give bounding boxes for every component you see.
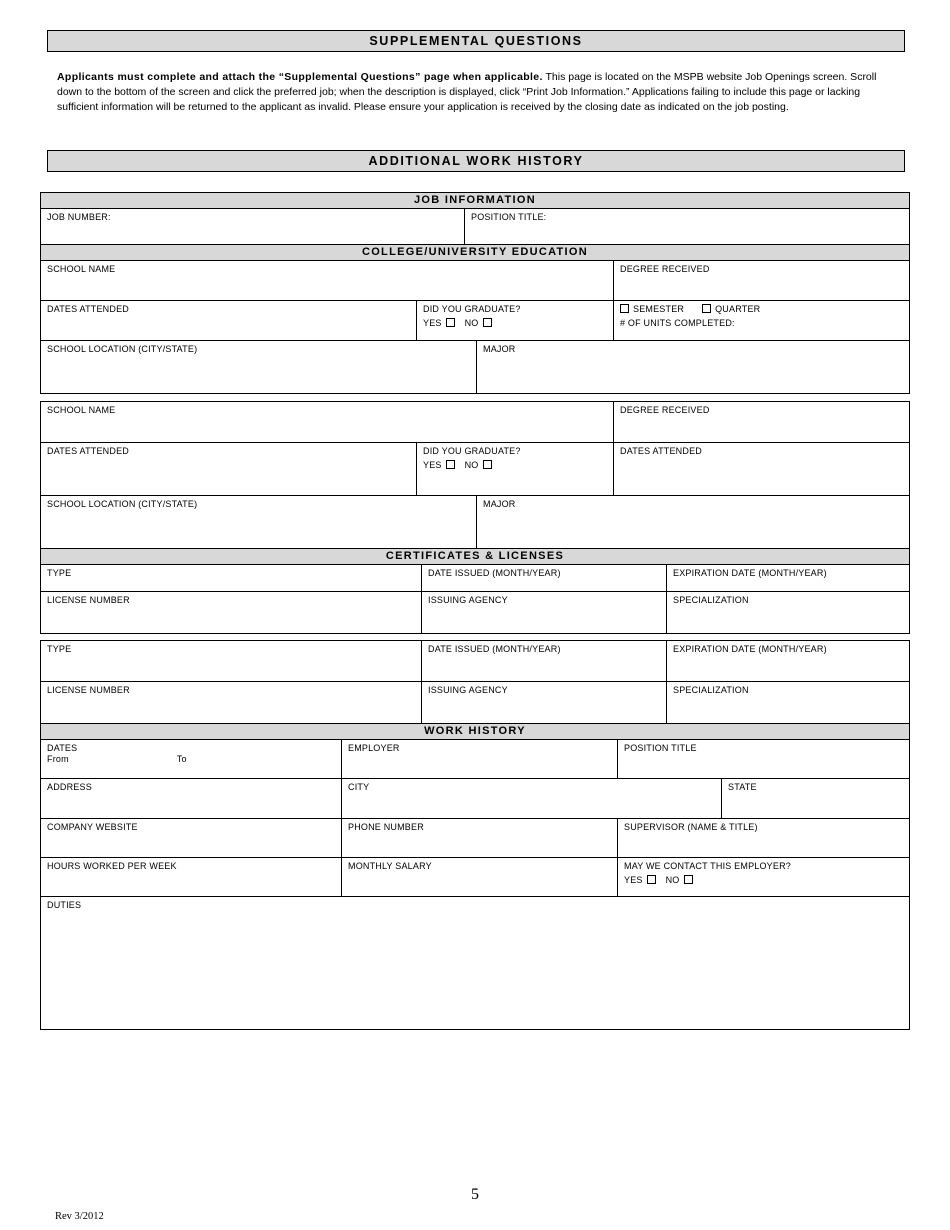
revision-note: Rev 3/2012 [55,1211,104,1222]
intro-paragraph [57,70,902,116]
cert-license-number-label: LICENSE NUMBER [47,594,130,605]
job-info-education-table [40,192,910,394]
dates-attended-field-2[interactable] [41,443,416,495]
contact-employer-options [624,875,903,887]
cert-type-label: TYPE [47,643,72,654]
duties-field[interactable] [41,897,909,1029]
did-you-graduate-label: DID YOU GRADUATE? [423,303,521,314]
dates-attended-label: DATES ATTENDED [47,303,129,314]
contact-yes-checkbox[interactable] [647,875,656,884]
degree-received-label: DEGREE RECEIVED [620,404,710,415]
cert-type-label: TYPE [47,567,72,578]
certificate1-license-row [41,591,909,633]
page-content [40,0,910,1030]
dates-attended-label: DATES ATTENDED [47,445,129,456]
job-information-header: JOB INFORMATION [41,193,909,208]
city-field[interactable] [341,779,721,818]
cert-specialization-field-2[interactable] [666,682,909,723]
graduate-options-2 [423,460,607,472]
did-you-graduate-field-2 [416,443,613,495]
work-address-row [41,778,909,818]
units-completed-label: # OF UNITS COMPLETED: [620,318,735,329]
term-options-1 [620,304,903,316]
major-label: MAJOR [483,343,516,354]
from-to-line [47,754,335,766]
additional-work-history-title: ADDITIONAL WORK HISTORY [47,150,905,172]
work-dates-label: DATES [47,742,78,753]
yes-label: YES [423,460,442,471]
work-dates-row [41,739,909,778]
work-position-title-field[interactable] [617,740,909,778]
job-number-label: JOB NUMBER: [47,211,111,222]
graduate-no-checkbox-1[interactable] [483,318,492,327]
duties-label: DUTIES [47,899,82,910]
graduate-options-1 [423,318,607,330]
to-label: To [176,754,187,765]
certificates2-work-history-table [40,640,910,1030]
cert-date-issued-field-1[interactable] [421,565,666,591]
no-label: NO [464,460,479,471]
position-title-label: POSITION TITLE: [471,211,547,222]
address-field[interactable] [41,779,341,818]
state-label: STATE [728,781,757,792]
page-title: SUPPLEMENTAL QUESTIONS [47,30,905,52]
no-label: NO [665,875,680,886]
dates-attended-field-2b[interactable] [613,443,909,495]
work-history-header: WORK HISTORY [41,723,909,739]
cert-expiration-field-2[interactable] [666,641,909,681]
contact-employer-label: MAY WE CONTACT THIS EMPLOYER? [624,860,791,871]
cert-specialization-label: SPECIALIZATION [673,684,749,695]
school-location-label: SCHOOL LOCATION (CITY/STATE) [47,343,198,354]
hours-worked-field[interactable] [41,858,341,896]
did-you-graduate-label: DID YOU GRADUATE? [423,445,521,456]
work-website-row [41,818,909,857]
school-name-label: SCHOOL NAME [47,404,116,415]
school-location-label: SCHOOL LOCATION (CITY/STATE) [47,498,198,509]
cert-issuing-agency-field-1[interactable] [421,592,666,633]
phone-number-field[interactable] [341,819,617,857]
employer-label: EMPLOYER [348,742,400,753]
education2-certificates-table [40,401,910,634]
hours-worked-label: HOURS WORKED PER WEEK [47,860,177,871]
education1-location-row [41,340,909,393]
cert-specialization-field-1[interactable] [666,592,909,633]
certificate1-type-row [41,564,909,591]
cert-issuing-agency-label: ISSUING AGENCY [428,594,508,605]
did-you-graduate-field-1 [416,301,613,340]
certificate2-license-row [41,681,909,723]
yes-label: YES [624,875,643,886]
degree-received-label: DEGREE RECEIVED [620,263,710,274]
cert-date-issued-field-2[interactable] [421,641,666,681]
semester-checkbox[interactable] [620,304,629,313]
cert-expiration-label: EXPIRATION DATE (MONTH/YEAR) [673,643,827,654]
major-field-2[interactable] [476,496,909,548]
degree-received-field-1[interactable] [613,261,909,300]
state-field[interactable] [721,779,909,818]
education-header: COLLEGE/UNIVERSITY EDUCATION [41,244,909,260]
job-info-row [41,208,909,244]
phone-number-label: PHONE NUMBER [348,821,424,832]
intro-bold-text: Applicants must complete and attach the “Supplemental Questions” page when applicable. [57,71,543,83]
intro-body-text: This page is located on the MSPB website Job Openings screen. Scroll down to the bottom of the screen and click the preferred job; when the description is displayed, click “Print Job Information.” Applications failing to include this page or lacking sufficient information will be returned to the applicant as invalid. Please ensure your application is received by the closing date as indicated on the job posting. [57,71,877,114]
graduate-no-checkbox-2[interactable] [483,460,492,469]
school-name-label: SCHOOL NAME [47,263,116,274]
education1-name-row [41,260,909,300]
major-field-1[interactable] [476,341,909,393]
employer-field[interactable] [341,740,617,778]
job-number-field[interactable] [41,209,464,244]
company-website-field[interactable] [41,819,341,857]
cert-specialization-label: SPECIALIZATION [673,594,749,605]
contact-no-checkbox[interactable] [684,875,693,884]
dates-attended-field-1[interactable] [41,301,416,340]
education1-dates-row [41,300,909,340]
from-label: From [47,754,69,765]
page-number: 5 [471,1186,479,1203]
cert-license-number-label: LICENSE NUMBER [47,684,130,695]
semester-label: SEMESTER [633,303,685,314]
work-position-title-label: POSITION TITLE [624,742,697,753]
major-label: MAJOR [483,498,516,509]
education2-location-row [41,495,909,548]
cert-license-number-field-1[interactable] [41,592,421,633]
cert-issuing-agency-field-2[interactable] [421,682,666,723]
supervisor-field[interactable] [617,819,909,857]
contact-employer-field [617,858,909,896]
school-location-field-2[interactable] [41,496,476,548]
company-website-label: COMPANY WEBSITE [47,821,138,832]
units-field-1 [613,301,909,340]
work-hours-row [41,857,909,896]
cert-type-field-2[interactable] [41,641,421,681]
cert-license-number-field-2[interactable] [41,682,421,723]
no-label: NO [464,318,479,329]
graduate-yes-checkbox-1[interactable] [446,318,455,327]
school-name-field-2[interactable] [41,402,613,442]
supervisor-label: SUPERVISOR (NAME & TITLE) [624,821,758,832]
yes-label: YES [423,318,442,329]
cert-expiration-field-1[interactable] [666,565,909,591]
cert-expiration-label: EXPIRATION DATE (MONTH/YEAR) [673,567,827,578]
position-title-field[interactable] [464,209,909,244]
cert-date-issued-label: DATE ISSUED (MONTH/YEAR) [428,567,561,578]
school-name-field-1[interactable] [41,261,613,300]
certificates-header: CERTIFICATES & LICENSES [41,548,909,564]
education2-name-row [41,402,909,442]
quarter-label: QUARTER [715,303,761,314]
address-label: ADDRESS [47,781,92,792]
work-dates-field[interactable] [41,740,341,778]
school-location-field-1[interactable] [41,341,476,393]
degree-received-field-2[interactable] [613,402,909,442]
monthly-salary-field[interactable] [341,858,617,896]
cert-date-issued-label: DATE ISSUED (MONTH/YEAR) [428,643,561,654]
work-duties-row [41,896,909,1029]
certificate2-type-row [41,641,909,681]
cert-type-field-1[interactable] [41,565,421,591]
graduate-yes-checkbox-2[interactable] [446,460,455,469]
city-label: CITY [348,781,370,792]
quarter-checkbox[interactable] [702,304,711,313]
monthly-salary-label: MONTHLY SALARY [348,860,432,871]
education2-dates-row [41,442,909,495]
dates-attended-label: DATES ATTENDED [620,445,702,456]
cert-issuing-agency-label: ISSUING AGENCY [428,684,508,695]
